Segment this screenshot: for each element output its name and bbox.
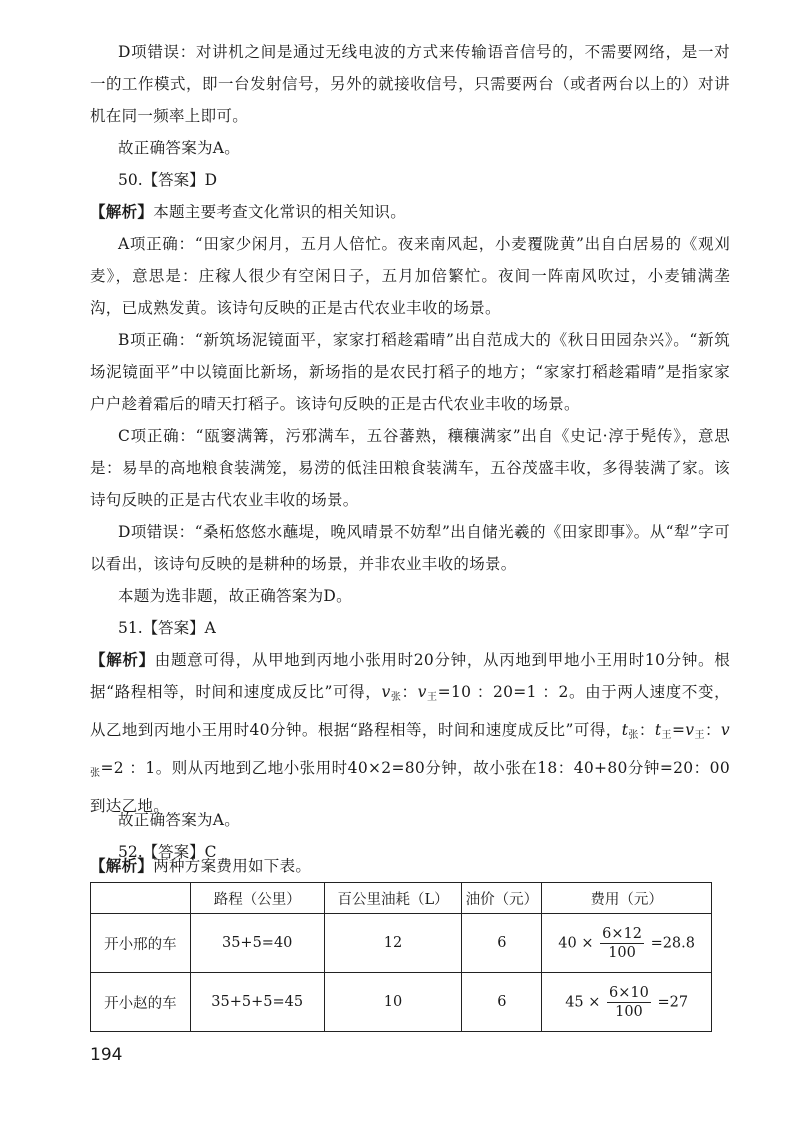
ratio-colon: ： <box>704 721 721 739</box>
header-cost: 费用（元） <box>542 883 712 914</box>
q51-text-1: 由题意可得，从甲地到丙地小张用时20分钟，从丙地到甲地小王用时10分钟。根据“路程相等，时间和速度成反比”可得， <box>90 651 730 701</box>
table-row <box>91 914 712 973</box>
cost-result: =27 <box>657 994 689 1010</box>
subscript-zhang: 张 <box>628 730 639 741</box>
q50-option-c: C项正确：“瓯窭满篝，污邪满车，五谷蕃熟，穰穰满家”出自《史记·淳于髡传》，意思是：易旱的高地粮食装满笼，易涝的低洼田粮食装满车，五谷茂盛丰收，多得装满了家。该诗句反映的正是古代农业丰收的场景。 <box>90 427 730 509</box>
q50-option-a: A项正确：“田家少闲月，五月人倍忙。夜来南风起，小麦覆陇黄”出自白居易的《观刈麦》，意思是：庄稼人很少有空闲日子，五月加倍繁忙。夜间一阵南风吹过，小麦铺满垄沟，已成熟发黄。该诗句反映的正是古代农业丰收的场景。 <box>90 235 730 317</box>
header-empty <box>91 883 191 914</box>
row-cost <box>542 973 712 1032</box>
page-number: 194 <box>90 1045 123 1065</box>
row-price: 6 <box>462 914 542 973</box>
header-fuel-consumption: 百公里油耗（L） <box>324 883 462 914</box>
fee-comparison-table <box>90 882 712 1032</box>
q50-option-d: D项错误：“桑柘悠悠水蘸堤，晚风晴景不妨犁”出自储光羲的《田家即事》。从“犁”字可以看出，该诗句反映的是耕种的场景，并非农业丰收的场景。 <box>90 523 730 573</box>
analysis-tag: 【解析】 <box>90 651 155 669</box>
q49-conclusion: 故正确答案为A。 <box>118 139 241 157</box>
subscript-wang: 王 <box>694 730 705 741</box>
q51-analysis <box>90 644 730 822</box>
row-name: 开小邢的车 <box>91 914 191 973</box>
q52-analysis <box>90 850 730 882</box>
row-distance: 35+5=40 <box>190 914 324 973</box>
cost-result: =28.8 <box>650 935 695 951</box>
subscript-wang: 王 <box>661 730 672 741</box>
row-consumption: 12 <box>324 914 462 973</box>
q49-option-d: D项错误：对讲机之间是通过无线电波的方式来传输语音信号的，不需要网络，是一对一的工作模式，即一台发射信号，另外的就接收信号，只需要两台（或者两台以上的）对讲机在同一频率上即可。 <box>90 43 730 125</box>
header-distance: 路程（公里） <box>190 883 324 914</box>
q51-text-2: =10 ：20=1 ：2。由于两人速度不变，从乙地到丙地小王用时40分钟。根据“路程相等，时间和速度成反比”可得， <box>90 683 730 739</box>
v-symbol: v <box>720 721 730 739</box>
row-cost <box>542 914 712 973</box>
q51-answer: 51.【答案】A <box>118 619 216 637</box>
v-symbol: v <box>417 683 427 701</box>
subscript-wang: 王 <box>426 692 438 703</box>
cost-prefix: 45 × <box>565 994 601 1010</box>
analysis-tag: 【解析】 <box>90 857 154 875</box>
subscript-zhang: 张 <box>90 768 101 779</box>
q52-answer: 52.【答案】C <box>118 843 217 861</box>
v-symbol: v <box>381 683 391 701</box>
table-header-row <box>91 883 712 914</box>
table-row <box>91 973 712 1032</box>
q50-conclusion: 本题为选非题，故正确答案为D。 <box>118 587 352 605</box>
t-symbol: t <box>621 721 629 739</box>
fraction-denominator: 100 <box>608 944 636 961</box>
fraction-denominator: 100 <box>615 1003 643 1020</box>
q51-conclusion: 故正确答案为A。 <box>118 811 241 829</box>
equals-sign: = <box>671 721 686 739</box>
v-symbol: v <box>685 721 695 739</box>
q50-analysis-text: 本题主要考查文化常识的相关知识。 <box>153 203 407 221</box>
subscript-zhang: 张 <box>390 692 402 703</box>
row-name: 开小赵的车 <box>91 973 191 1032</box>
header-fuel-price: 油价（元） <box>462 883 542 914</box>
q50-option-b: B项正确：“新筑场泥镜面平，家家打稻趁霜晴”出自范成大的《秋日田园杂兴》。“新筑场泥镜面平”中以镜面比新场，新场指的是农民打稻子的地方；“家家打稻趁霜晴”是指家家户户趁着霜后的晴天打稻子。该诗句反映的正是古代农业丰收的场景。 <box>90 331 730 413</box>
ratio-colon: ： <box>401 683 418 701</box>
fraction-numerator: 6×12 <box>602 925 642 942</box>
ratio-colon: ： <box>638 721 655 739</box>
t-symbol: t <box>654 721 662 739</box>
row-distance: 35+5+5=45 <box>190 973 324 1032</box>
row-price: 6 <box>462 973 542 1032</box>
row-consumption: 10 <box>324 973 462 1032</box>
cost-fraction <box>600 925 644 962</box>
q50-analysis <box>90 196 730 228</box>
q51-text-3: =2 ：1。则从丙地到乙地小张用时40×2=80分钟，故小张在18：40+80分钟=20：00到达乙地。 <box>90 759 730 815</box>
q52-analysis-text: 两种方案费用如下表。 <box>153 857 312 875</box>
cost-fraction <box>607 984 651 1021</box>
fraction-numerator: 6×10 <box>609 984 649 1001</box>
q50-answer: 50.【答案】D <box>118 171 218 189</box>
analysis-tag: 【解析】 <box>90 203 154 221</box>
cost-prefix: 40 × <box>558 935 594 951</box>
